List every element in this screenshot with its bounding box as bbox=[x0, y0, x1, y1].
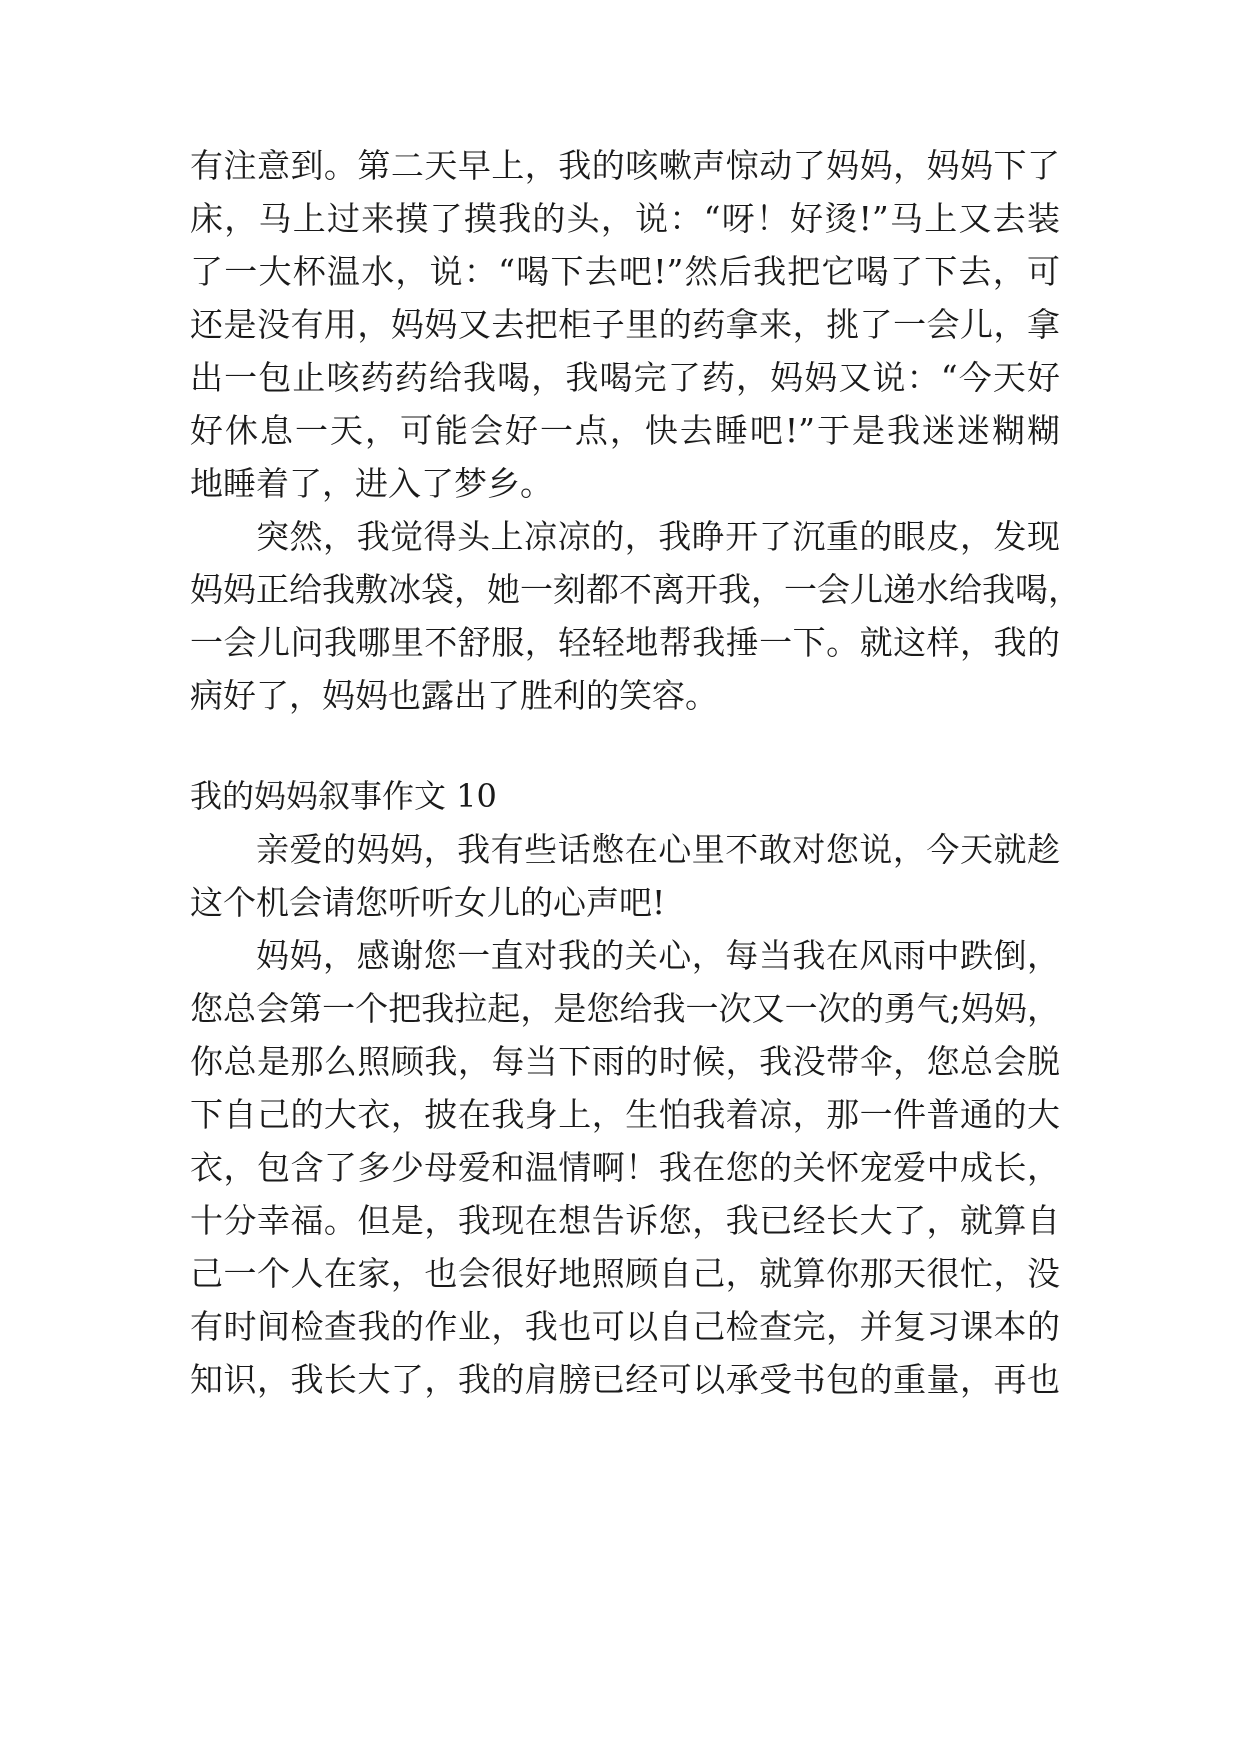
section-title: 我的妈妈叙事作文 10 bbox=[190, 777, 497, 815]
text-line: 地睡着了，进入了梦乡。 bbox=[190, 464, 553, 503]
text-line: 有时间检查我的作业，我也可以自己检查完，并复习课本的 bbox=[190, 1307, 1060, 1346]
text-line: 病好了，妈妈也露出了胜利的笑容。 bbox=[190, 676, 718, 715]
text-line: 床，马上过来摸了摸我的头，说：“呀！好烫!”马上又去装 bbox=[190, 199, 1060, 238]
text-line: 己一个人在家，也会很好地照顾自己，就算你那天很忙，没 bbox=[190, 1254, 1060, 1293]
text-line: 还是没有用，妈妈又去把柜子里的药拿来，挑了一会儿，拿 bbox=[190, 305, 1060, 344]
text-line: 出一包止咳药药给我喝，我喝完了药，妈妈又说：“今天好 bbox=[190, 358, 1060, 397]
text-line: 一会儿问我哪里不舒服，轻轻地帮我捶一下。就这样，我的 bbox=[190, 623, 1060, 662]
text-line: 这个机会请您听听女儿的心声吧! bbox=[190, 883, 666, 922]
text-line: 妈妈正给我敷冰袋，她一刻都不离开我，一会儿递水给我喝， bbox=[190, 570, 1081, 609]
text-line: 好休息一天，可能会好一点，快去睡吧!”于是我迷迷糊糊 bbox=[190, 411, 1060, 450]
text-line: 了一大杯温水，说：“喝下去吧!”然后我把它喝了下去，可 bbox=[190, 252, 1060, 291]
paragraph-first-line: 亲爱的妈妈，我有些话憋在心里不敢对您说，今天就趁 bbox=[256, 830, 1060, 869]
text-line: 您总会第一个把我拉起，是您给我一次又一次的勇气;妈妈， bbox=[190, 989, 1060, 1028]
text-line: 你总是那么照顾我，每当下雨的时候，我没带伞，您总会脱 bbox=[190, 1042, 1060, 1081]
text-line: 衣，包含了多少母爱和温情啊！我在您的关怀宠爱中成长， bbox=[190, 1148, 1060, 1187]
text-line: 有注意到。第二天早上，我的咳嗽声惊动了妈妈，妈妈下了 bbox=[190, 146, 1060, 185]
text-line: 下自己的大衣，披在我身上，生怕我着凉，那一件普通的大 bbox=[190, 1095, 1060, 1134]
text-line: 十分幸福。但是，我现在想告诉您，我已经长大了，就算自 bbox=[190, 1201, 1060, 1240]
paragraph-first-line: 突然，我觉得头上凉凉的，我睁开了沉重的眼皮，发现 bbox=[256, 517, 1060, 556]
text-line: 知识，我长大了，我的肩膀已经可以承受书包的重量，再也 bbox=[190, 1360, 1060, 1399]
paragraph-first-line: 妈妈，感谢您一直对我的关心，每当我在风雨中跌倒， bbox=[256, 936, 1060, 975]
